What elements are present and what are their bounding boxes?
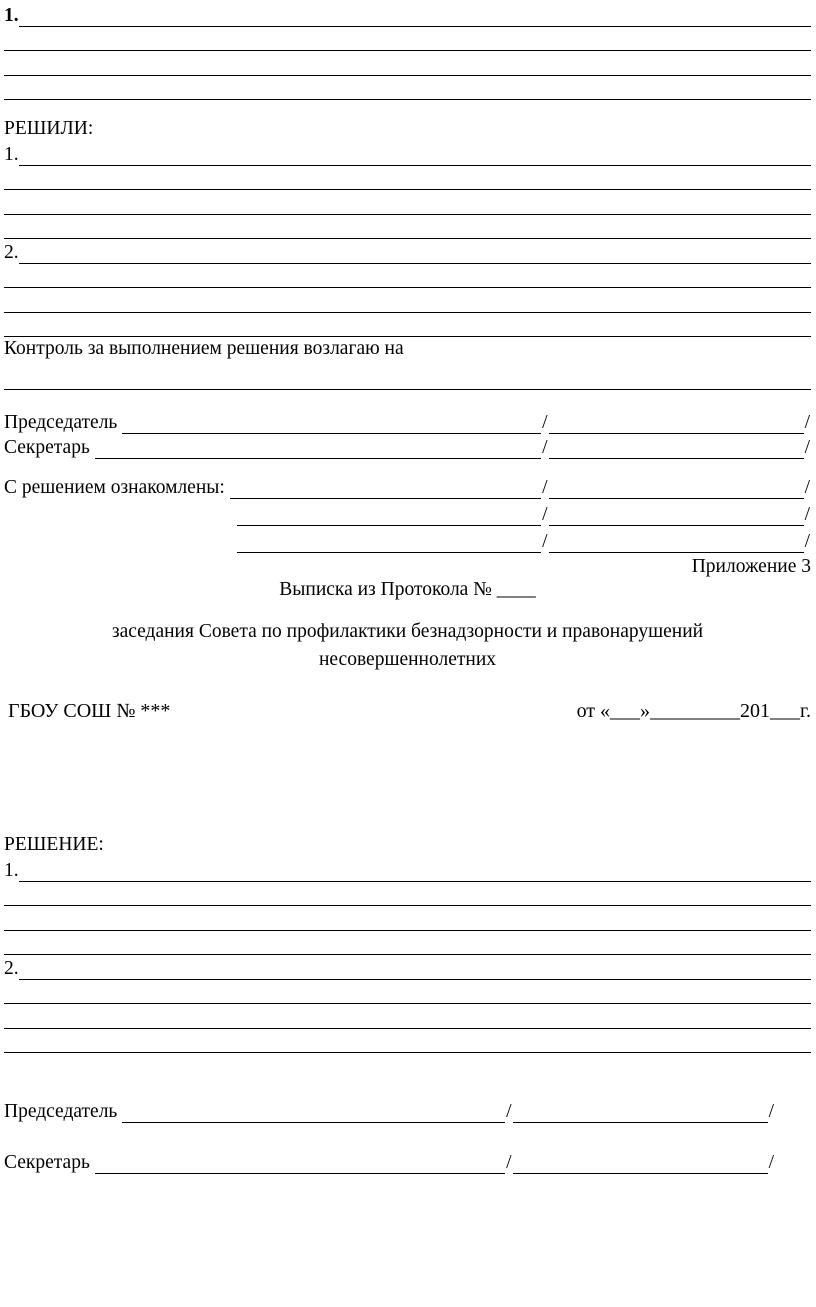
name-blank bbox=[549, 499, 804, 526]
blank-row bbox=[4, 906, 811, 931]
blank-row bbox=[4, 51, 811, 76]
secretary-label: Секретарь bbox=[4, 436, 90, 458]
slash-separator: / bbox=[506, 1100, 512, 1122]
blank-line bbox=[19, 141, 811, 166]
blank-line bbox=[19, 239, 811, 264]
decided-item-1-number: 1. bbox=[4, 143, 19, 165]
blank-line bbox=[4, 1029, 811, 1054]
blank-row bbox=[4, 1004, 811, 1029]
blank-row bbox=[4, 215, 811, 240]
name-blank bbox=[513, 1098, 768, 1123]
name-blank bbox=[549, 410, 804, 435]
signature-blank bbox=[237, 499, 541, 526]
meeting-title-line2: несовершеннолетних bbox=[318, 649, 497, 670]
blank-line bbox=[4, 362, 811, 390]
signature-blank bbox=[230, 475, 541, 500]
decision-item-1-row bbox=[4, 857, 811, 882]
name-blank bbox=[549, 434, 804, 459]
slash-separator: / bbox=[542, 477, 548, 498]
blank-line bbox=[4, 76, 811, 101]
blank-line bbox=[4, 906, 811, 931]
decision-item-2-number: 2. bbox=[4, 957, 19, 979]
slash-separator: / bbox=[804, 504, 810, 525]
blank-line bbox=[4, 51, 811, 76]
blank-row bbox=[4, 166, 811, 191]
secretary-label: Секретарь bbox=[4, 1152, 90, 1173]
decided-item-2-number: 2. bbox=[4, 241, 19, 263]
blank-row bbox=[4, 1029, 811, 1054]
blank-row bbox=[4, 27, 811, 52]
extract-title: Выписка из Протокола № ____ bbox=[279, 579, 536, 600]
blank-line bbox=[19, 857, 811, 882]
acquainted-row bbox=[4, 475, 811, 500]
blank-line bbox=[4, 264, 811, 289]
date-line: от «___»_________201___г. bbox=[576, 700, 811, 722]
slash-separator: / bbox=[542, 436, 548, 458]
blank-line bbox=[4, 166, 811, 191]
slash-separator: / bbox=[804, 436, 810, 458]
blank-line bbox=[4, 931, 811, 956]
chairman-label: Председатель bbox=[4, 412, 118, 433]
decided-item-2-row bbox=[4, 239, 811, 264]
decision-heading: РЕШЕНИЕ: bbox=[4, 834, 104, 855]
decided-heading: РЕШИЛИ: bbox=[4, 118, 94, 139]
blank-line bbox=[4, 1004, 811, 1029]
meeting-title-line1: заседания Совета по профилактики безнадзорности и правонарушений bbox=[111, 621, 704, 642]
slash-separator: / bbox=[804, 412, 810, 433]
decided-item-1-row bbox=[4, 141, 811, 166]
blank-line bbox=[4, 27, 811, 52]
acquainted-label: С решением ознакомлены: bbox=[4, 477, 225, 498]
appendix-label: Приложение 3 bbox=[691, 556, 811, 577]
blank-line bbox=[19, 2, 811, 27]
decision-item-2-row bbox=[4, 955, 811, 980]
chairman-signature-row-bottom bbox=[4, 1098, 775, 1123]
name-blank bbox=[513, 1150, 768, 1175]
blank-line bbox=[4, 190, 811, 215]
signature-blank bbox=[95, 434, 541, 459]
signature-blank bbox=[122, 1098, 505, 1123]
blank-row bbox=[4, 931, 811, 956]
slash-separator: / bbox=[542, 531, 548, 552]
slash-separator: / bbox=[542, 412, 548, 433]
blank-row bbox=[4, 264, 811, 289]
name-blank bbox=[549, 475, 804, 500]
signature-blank bbox=[122, 410, 541, 435]
slash-separator: / bbox=[768, 1100, 774, 1122]
chairman-signature-row bbox=[4, 410, 811, 435]
blank-row bbox=[4, 882, 811, 907]
secretary-signature-row-bottom bbox=[4, 1150, 775, 1175]
slash-separator: / bbox=[804, 531, 810, 552]
signature-blank bbox=[95, 1150, 505, 1175]
decision-item-1-number: 1. bbox=[4, 859, 19, 881]
acquainted-row-continuation bbox=[237, 499, 811, 526]
blank-line bbox=[4, 313, 811, 338]
acquainted-row-continuation bbox=[237, 526, 811, 553]
slash-separator: / bbox=[768, 1152, 774, 1173]
blank-row bbox=[4, 288, 811, 313]
slash-separator: / bbox=[804, 477, 810, 498]
name-blank bbox=[549, 526, 804, 553]
top-item-1-row bbox=[4, 2, 811, 27]
blank-line bbox=[4, 882, 811, 907]
blank-row bbox=[4, 980, 811, 1005]
blank-row bbox=[4, 190, 811, 215]
blank-line bbox=[4, 215, 811, 240]
control-text: Контроль за выполнением решения возлагаю на bbox=[4, 338, 404, 359]
blank-line bbox=[4, 980, 811, 1005]
blank-row bbox=[4, 76, 811, 101]
blank-line bbox=[4, 288, 811, 313]
school-date-row bbox=[4, 700, 811, 722]
top-item-1-number: 1. bbox=[4, 4, 19, 26]
chairman-label: Председатель bbox=[4, 1100, 118, 1122]
signature-blank bbox=[237, 526, 541, 553]
slash-separator: / bbox=[506, 1152, 512, 1173]
secretary-signature-row bbox=[4, 434, 811, 459]
blank-row bbox=[4, 313, 811, 338]
slash-separator: / bbox=[542, 504, 548, 525]
meeting-title bbox=[4, 618, 811, 674]
school-name: ГБОУ СОШ № *** bbox=[8, 700, 171, 722]
blank-line bbox=[19, 955, 811, 980]
